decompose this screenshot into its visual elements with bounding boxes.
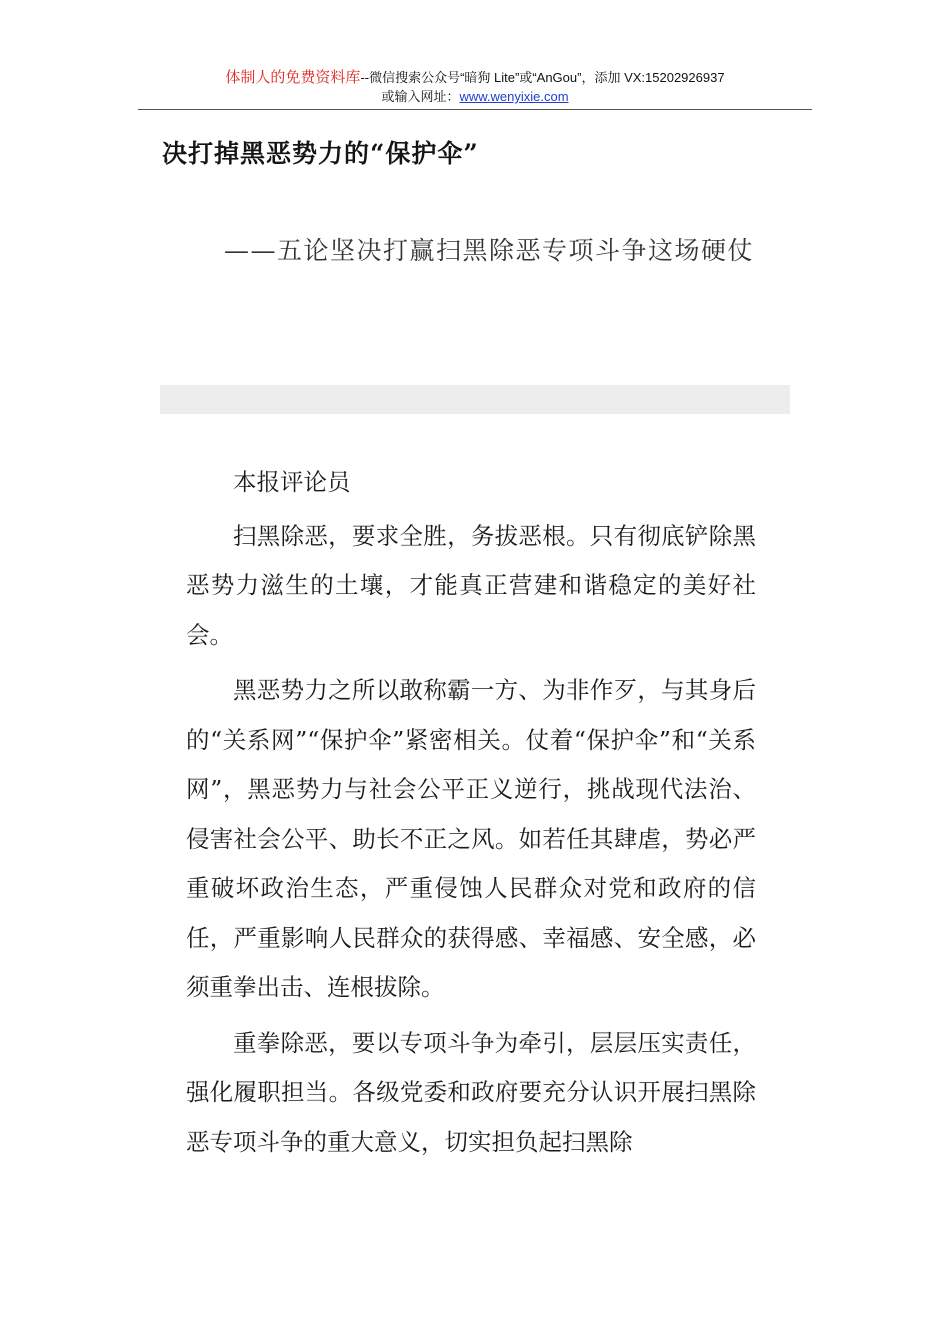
- header-line-1: [138, 68, 812, 87]
- header-line-2: [138, 87, 812, 106]
- header-promo-text: --微信搜索公众号“暗狗 Lite”或“AnGou”，添加 VX:15202926937: [360, 70, 725, 85]
- header-url-link[interactable]: www.wenyixie.com: [459, 89, 569, 104]
- article-paragraph: 重拳除恶，要以专项斗争为牵引，层层压实责任，强化履职担当。各级党委和政府要充分认识开展扫黑除恶专项斗争的重大意义，切实担负起扫黑除: [186, 1028, 756, 1156]
- article-title: 决打掉黑恶势力的“保护伞”: [162, 139, 479, 168]
- document-header: [138, 68, 812, 106]
- article-paragraph: 扫黑除恶，要求全胜，务拔恶根。只有彻底铲除黑恶势力滋生的土壤，才能真正营建和谐稳定的美好社会。: [186, 521, 756, 649]
- article-subtitle: ——五论坚决打赢扫黑除恶专项斗争这场硬仗: [224, 236, 755, 265]
- header-brand: 体制人的免费资料库: [225, 69, 361, 86]
- gray-separator-bar: [160, 385, 790, 414]
- article-paragraph: 黑恶势力之所以敢称霸一方、为非作歹，与其身后的“关系网”“保护伞”紧密相关。仗着“保护伞”和“关系网”，黑恶势力与社会公平正义逆行，挑战现代法治、侵害社会公平、助长不正之风。如若任其肆虐，势必严重破坏政治生态，严重侵蚀人民群众对党和政府的信任，严重影响人民群众的获得感、幸福感、安全感，必须重拳出击、连根拔除。: [186, 676, 756, 1001]
- header-divider: [138, 109, 812, 110]
- article-body: [186, 458, 756, 1173]
- article-byline: 本报评论员: [233, 468, 351, 496]
- header-url-prefix: 或输入网址：: [381, 89, 460, 104]
